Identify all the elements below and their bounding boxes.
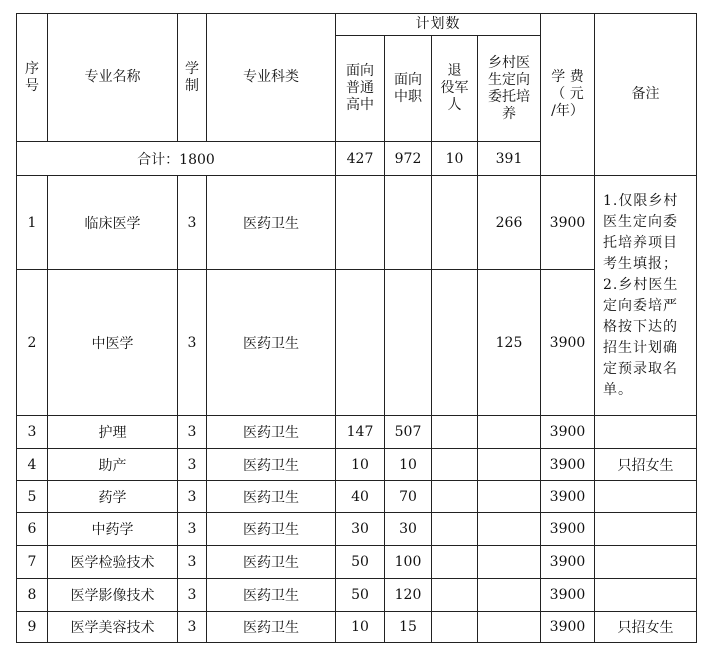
header-years: 学 制 [178,14,207,142]
row-rural [478,513,541,546]
row-general [336,176,385,270]
table-row [17,481,697,513]
row-vocational: 30 [385,513,432,546]
row-veteran [432,449,478,481]
row-remark [595,546,697,579]
row-category: 医药卫生 [207,176,336,270]
table-row [17,449,697,481]
row-category: 医药卫生 [207,449,336,481]
row-name: 助产 [48,449,178,481]
row-name: 药学 [48,481,178,513]
row-rural [478,579,541,612]
header-plan-vocational: 面向 中职 [385,36,432,142]
row-vocational: 70 [385,481,432,513]
row-fee: 3900 [541,270,595,416]
row-fee: 3900 [541,579,595,612]
row-fee: 3900 [541,449,595,481]
row-remark [595,416,697,449]
table-row [17,416,697,449]
table-row [17,176,697,270]
row-remark: 只招女生 [595,449,697,481]
row-seq: 4 [17,449,48,481]
row-seq: 1 [17,176,48,270]
row-veteran [432,270,478,416]
row-seq: 5 [17,481,48,513]
row-remark [595,579,697,612]
row-remark [595,513,697,546]
table-row [17,513,697,546]
row-years: 3 [178,513,207,546]
row-years: 3 [178,270,207,416]
row-years: 3 [178,481,207,513]
row-years: 3 [178,176,207,270]
row-veteran [432,416,478,449]
row-fee: 3900 [541,416,595,449]
row-years: 3 [178,546,207,579]
row-remark: 只招女生 [595,612,697,643]
table-row [17,579,697,612]
row-fee: 3900 [541,481,595,513]
row-name: 中医学 [48,270,178,416]
row-name: 中药学 [48,513,178,546]
row-general: 50 [336,579,385,612]
row-veteran [432,176,478,270]
row-name: 医学检验技术 [48,546,178,579]
header-plan-general: 面向 普通 高中 [336,36,385,142]
row-category: 医药卫生 [207,481,336,513]
row-vocational: 507 [385,416,432,449]
row-years: 3 [178,612,207,643]
row-vocational [385,270,432,416]
row-category: 医药卫生 [207,546,336,579]
row-years: 3 [178,579,207,612]
total-vocational: 972 [385,142,432,176]
row-general [336,270,385,416]
total-rural: 391 [478,142,541,176]
row-rural [478,546,541,579]
header-seq: 序 号 [17,14,48,142]
header-plan-rural: 乡村医 生定向 委托培 养 [478,36,541,142]
row-name: 临床医学 [48,176,178,270]
row-name: 医学美容技术 [48,612,178,643]
row-veteran [432,612,478,643]
row-general: 40 [336,481,385,513]
row-seq: 9 [17,612,48,643]
header-remark: 备注 [595,14,697,176]
row-years: 3 [178,449,207,481]
total-veteran: 10 [432,142,478,176]
row-general: 30 [336,513,385,546]
row-rural [478,612,541,643]
row-vocational: 100 [385,546,432,579]
table-row [17,546,697,579]
row-vocational: 120 [385,579,432,612]
row-veteran [432,579,478,612]
row-category: 医药卫生 [207,612,336,643]
row-general: 10 [336,449,385,481]
row-fee: 3900 [541,513,595,546]
header-plan: 计划数 [336,14,541,36]
row-rural: 125 [478,270,541,416]
row-category: 医药卫生 [207,270,336,416]
row-veteran [432,513,478,546]
row-rural [478,449,541,481]
row-general: 147 [336,416,385,449]
table-row [17,612,697,643]
row-veteran [432,481,478,513]
row-vocational [385,176,432,270]
row-years: 3 [178,416,207,449]
row-rural [478,416,541,449]
row-vocational: 10 [385,449,432,481]
row-seq: 2 [17,270,48,416]
row-seq: 8 [17,579,48,612]
row-fee: 3900 [541,612,595,643]
row-general: 50 [336,546,385,579]
row-remark [595,481,697,513]
row-rural: 266 [478,176,541,270]
row-seq: 3 [17,416,48,449]
rural-program-note: 1.仅限乡村医生定向委托培养项目考生填报； 2.乡村医生定向委培严格按下达的招生计划确定预录取名单。 [595,176,697,416]
row-general: 10 [336,612,385,643]
enrollment-plan-table [16,13,697,643]
row-vocational: 15 [385,612,432,643]
row-category: 医药卫生 [207,416,336,449]
row-name: 医学影像技术 [48,579,178,612]
total-label: 合计：1800 [17,142,336,176]
row-seq: 7 [17,546,48,579]
total-general: 427 [336,142,385,176]
header-name: 专业名称 [48,14,178,142]
row-category: 医药卫生 [207,513,336,546]
row-fee: 3900 [541,176,595,270]
row-veteran [432,546,478,579]
row-rural [478,481,541,513]
header-plan-veteran: 退 役军 人 [432,36,478,142]
header-fee: 学 费 （ 元 /年） [541,14,595,176]
row-name: 护理 [48,416,178,449]
row-fee: 3900 [541,546,595,579]
header-category: 专业科类 [207,14,336,142]
row-seq: 6 [17,513,48,546]
row-category: 医药卫生 [207,579,336,612]
